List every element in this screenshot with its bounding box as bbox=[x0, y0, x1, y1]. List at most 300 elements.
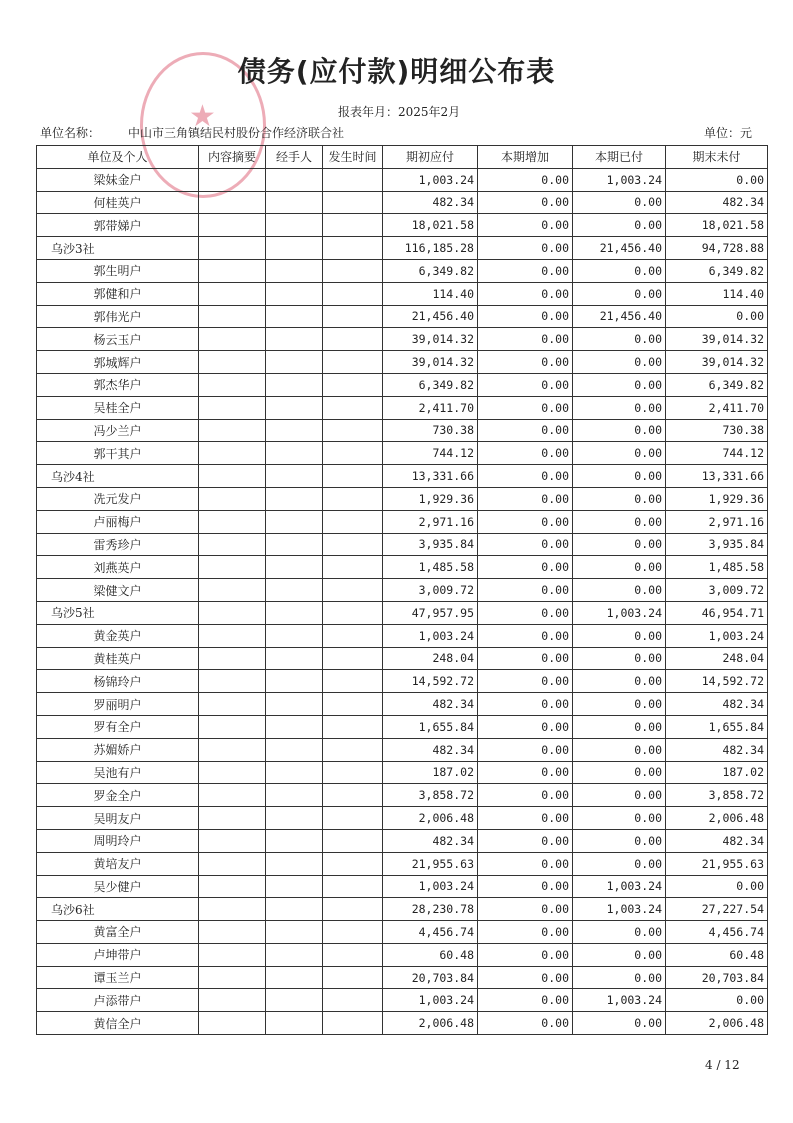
payee-name: 罗有全户 bbox=[37, 715, 199, 738]
opening-amount: 20,703.84 bbox=[383, 966, 478, 989]
paid-amount: 0.00 bbox=[573, 579, 666, 602]
handler-cell bbox=[266, 898, 323, 921]
handler-cell bbox=[266, 875, 323, 898]
date-cell bbox=[323, 784, 383, 807]
opening-amount: 1,003.24 bbox=[383, 875, 478, 898]
summary-cell bbox=[199, 807, 266, 830]
opening-amount: 6,349.82 bbox=[383, 373, 478, 396]
increase-amount: 0.00 bbox=[478, 738, 573, 761]
opening-amount: 21,456.40 bbox=[383, 305, 478, 328]
opening-amount: 2,411.70 bbox=[383, 396, 478, 419]
summary-cell bbox=[199, 191, 266, 214]
date-cell bbox=[323, 556, 383, 579]
opening-amount: 13,331.66 bbox=[383, 465, 478, 488]
date-cell bbox=[323, 282, 383, 305]
paid-amount: 0.00 bbox=[573, 487, 666, 510]
paid-amount: 0.00 bbox=[573, 510, 666, 533]
closing-amount: 1,655.84 bbox=[666, 715, 768, 738]
closing-amount: 1,485.58 bbox=[666, 556, 768, 579]
date-cell bbox=[323, 875, 383, 898]
handler-cell bbox=[266, 556, 323, 579]
summary-cell bbox=[199, 966, 266, 989]
opening-amount: 21,955.63 bbox=[383, 852, 478, 875]
closing-amount: 2,971.16 bbox=[666, 510, 768, 533]
table-row bbox=[37, 829, 768, 852]
summary-cell bbox=[199, 328, 266, 351]
increase-amount: 0.00 bbox=[478, 966, 573, 989]
closing-amount: 13,331.66 bbox=[666, 465, 768, 488]
increase-amount: 0.00 bbox=[478, 898, 573, 921]
table-body bbox=[37, 168, 768, 1034]
handler-cell bbox=[266, 738, 323, 761]
date-cell bbox=[323, 442, 383, 465]
increase-amount: 0.00 bbox=[478, 579, 573, 602]
opening-amount: 2,971.16 bbox=[383, 510, 478, 533]
handler-cell bbox=[266, 807, 323, 830]
increase-amount: 0.00 bbox=[478, 943, 573, 966]
date-cell bbox=[323, 237, 383, 260]
summary-cell bbox=[199, 305, 266, 328]
opening-amount: 4,456.74 bbox=[383, 921, 478, 944]
summary-cell bbox=[199, 465, 266, 488]
paid-amount: 21,456.40 bbox=[573, 237, 666, 260]
closing-amount: 1,929.36 bbox=[666, 487, 768, 510]
opening-amount: 187.02 bbox=[383, 761, 478, 784]
table-row bbox=[37, 875, 768, 898]
paid-amount: 0.00 bbox=[573, 396, 666, 419]
closing-amount: 2,006.48 bbox=[666, 1012, 768, 1035]
table-row bbox=[37, 259, 768, 282]
handler-cell bbox=[266, 373, 323, 396]
paid-amount: 0.00 bbox=[573, 943, 666, 966]
table-row bbox=[37, 579, 768, 602]
closing-amount: 2,411.70 bbox=[666, 396, 768, 419]
handler-cell bbox=[266, 784, 323, 807]
table-row bbox=[37, 214, 768, 237]
increase-amount: 0.00 bbox=[478, 282, 573, 305]
date-cell bbox=[323, 601, 383, 624]
payee-name: 黄培友户 bbox=[37, 852, 199, 875]
table-row bbox=[37, 670, 768, 693]
payee-name: 周明玲户 bbox=[37, 829, 199, 852]
summary-cell bbox=[199, 579, 266, 602]
summary-cell bbox=[199, 670, 266, 693]
handler-cell bbox=[266, 259, 323, 282]
opening-amount: 1,003.24 bbox=[383, 624, 478, 647]
paid-amount: 1,003.24 bbox=[573, 168, 666, 191]
payee-name: 乌沙5社 bbox=[37, 601, 199, 624]
closing-amount: 3,935.84 bbox=[666, 533, 768, 556]
summary-cell bbox=[199, 875, 266, 898]
paid-amount: 0.00 bbox=[573, 282, 666, 305]
paid-amount: 0.00 bbox=[573, 624, 666, 647]
handler-cell bbox=[266, 396, 323, 419]
increase-amount: 0.00 bbox=[478, 693, 573, 716]
unit-name-value: 中山市三角镇结民村股份合作经济联合社 bbox=[128, 126, 345, 140]
increase-amount: 0.00 bbox=[478, 875, 573, 898]
table-row bbox=[37, 419, 768, 442]
opening-amount: 482.34 bbox=[383, 191, 478, 214]
table-row bbox=[37, 943, 768, 966]
increase-amount: 0.00 bbox=[478, 442, 573, 465]
summary-cell bbox=[199, 237, 266, 260]
summary-cell bbox=[199, 829, 266, 852]
table-row bbox=[37, 556, 768, 579]
seal-star-icon: ★ bbox=[189, 99, 216, 134]
paid-amount: 0.00 bbox=[573, 373, 666, 396]
increase-amount: 0.00 bbox=[478, 510, 573, 533]
summary-cell bbox=[199, 442, 266, 465]
debt-detail-table bbox=[36, 145, 768, 1035]
opening-amount: 1,655.84 bbox=[383, 715, 478, 738]
date-cell bbox=[323, 943, 383, 966]
increase-amount: 0.00 bbox=[478, 168, 573, 191]
date-cell bbox=[323, 510, 383, 533]
paid-amount: 0.00 bbox=[573, 693, 666, 716]
increase-amount: 0.00 bbox=[478, 601, 573, 624]
date-cell bbox=[323, 738, 383, 761]
date-cell bbox=[323, 829, 383, 852]
increase-amount: 0.00 bbox=[478, 465, 573, 488]
opening-amount: 482.34 bbox=[383, 738, 478, 761]
closing-amount: 27,227.54 bbox=[666, 898, 768, 921]
table-row bbox=[37, 487, 768, 510]
table-row bbox=[37, 510, 768, 533]
summary-cell bbox=[199, 784, 266, 807]
paid-amount: 0.00 bbox=[573, 738, 666, 761]
handler-cell bbox=[266, 328, 323, 351]
closing-amount: 0.00 bbox=[666, 168, 768, 191]
date-cell bbox=[323, 693, 383, 716]
table-row bbox=[37, 168, 768, 191]
paid-amount: 0.00 bbox=[573, 533, 666, 556]
closing-amount: 482.34 bbox=[666, 738, 768, 761]
handler-cell bbox=[266, 282, 323, 305]
paid-amount: 0.00 bbox=[573, 1012, 666, 1035]
paid-amount: 0.00 bbox=[573, 852, 666, 875]
increase-amount: 0.00 bbox=[478, 829, 573, 852]
payee-name: 吴明友户 bbox=[37, 807, 199, 830]
opening-amount: 1,929.36 bbox=[383, 487, 478, 510]
payee-name: 杨锦玲户 bbox=[37, 670, 199, 693]
handler-cell bbox=[266, 214, 323, 237]
payee-name: 何桂英户 bbox=[37, 191, 199, 214]
increase-amount: 0.00 bbox=[478, 670, 573, 693]
unit-name bbox=[40, 124, 344, 141]
page-number: 4 / 12 bbox=[705, 1058, 740, 1072]
handler-cell bbox=[266, 533, 323, 556]
paid-amount: 0.00 bbox=[573, 647, 666, 670]
payee-name: 郭城辉户 bbox=[37, 351, 199, 374]
increase-amount: 0.00 bbox=[478, 761, 573, 784]
paid-amount: 1,003.24 bbox=[573, 989, 666, 1012]
date-cell bbox=[323, 647, 383, 670]
increase-amount: 0.00 bbox=[478, 351, 573, 374]
column-header: 单位及个人 bbox=[37, 146, 199, 169]
summary-cell bbox=[199, 921, 266, 944]
closing-amount: 2,006.48 bbox=[666, 807, 768, 830]
payee-name: 黄信全户 bbox=[37, 1012, 199, 1035]
date-cell bbox=[323, 373, 383, 396]
increase-amount: 0.00 bbox=[478, 852, 573, 875]
summary-cell bbox=[199, 533, 266, 556]
date-cell bbox=[323, 396, 383, 419]
closing-amount: 20,703.84 bbox=[666, 966, 768, 989]
closing-amount: 1,003.24 bbox=[666, 624, 768, 647]
increase-amount: 0.00 bbox=[478, 487, 573, 510]
increase-amount: 0.00 bbox=[478, 214, 573, 237]
handler-cell bbox=[266, 442, 323, 465]
handler-cell bbox=[266, 921, 323, 944]
table-row bbox=[37, 715, 768, 738]
summary-cell bbox=[199, 898, 266, 921]
opening-amount: 28,230.78 bbox=[383, 898, 478, 921]
handler-cell bbox=[266, 715, 323, 738]
handler-cell bbox=[266, 761, 323, 784]
column-header: 内容摘要 bbox=[199, 146, 266, 169]
paid-amount: 0.00 bbox=[573, 921, 666, 944]
closing-amount: 482.34 bbox=[666, 829, 768, 852]
closing-amount: 6,349.82 bbox=[666, 373, 768, 396]
paid-amount: 0.00 bbox=[573, 442, 666, 465]
table-row bbox=[37, 373, 768, 396]
paid-amount: 0.00 bbox=[573, 784, 666, 807]
handler-cell bbox=[266, 465, 323, 488]
summary-cell bbox=[199, 693, 266, 716]
date-cell bbox=[323, 487, 383, 510]
table-row bbox=[37, 966, 768, 989]
table-row bbox=[37, 601, 768, 624]
closing-amount: 248.04 bbox=[666, 647, 768, 670]
closing-amount: 744.12 bbox=[666, 442, 768, 465]
closing-amount: 482.34 bbox=[666, 191, 768, 214]
page-title: 债务(应付款)明细公布表 bbox=[237, 55, 556, 88]
paid-amount: 0.00 bbox=[573, 966, 666, 989]
table-row bbox=[37, 465, 768, 488]
paid-amount: 0.00 bbox=[573, 807, 666, 830]
handler-cell bbox=[266, 419, 323, 442]
summary-cell bbox=[199, 487, 266, 510]
date-cell bbox=[323, 191, 383, 214]
paid-amount: 0.00 bbox=[573, 259, 666, 282]
payee-name: 郭伟光户 bbox=[37, 305, 199, 328]
date-cell bbox=[323, 1012, 383, 1035]
date-cell bbox=[323, 579, 383, 602]
payee-name: 吴少健户 bbox=[37, 875, 199, 898]
paid-amount: 1,003.24 bbox=[573, 601, 666, 624]
paid-amount: 0.00 bbox=[573, 328, 666, 351]
summary-cell bbox=[199, 419, 266, 442]
summary-cell bbox=[199, 510, 266, 533]
opening-amount: 14,592.72 bbox=[383, 670, 478, 693]
date-cell bbox=[323, 533, 383, 556]
table-row bbox=[37, 807, 768, 830]
opening-amount: 114.40 bbox=[383, 282, 478, 305]
payee-name: 卢添带户 bbox=[37, 989, 199, 1012]
paid-amount: 0.00 bbox=[573, 191, 666, 214]
closing-amount: 0.00 bbox=[666, 305, 768, 328]
payee-name: 冼元发户 bbox=[37, 487, 199, 510]
increase-amount: 0.00 bbox=[478, 921, 573, 944]
payee-name: 冯少兰户 bbox=[37, 419, 199, 442]
closing-amount: 18,021.58 bbox=[666, 214, 768, 237]
payee-name: 郭杰华户 bbox=[37, 373, 199, 396]
payee-name: 罗丽明户 bbox=[37, 693, 199, 716]
table-row bbox=[37, 761, 768, 784]
handler-cell bbox=[266, 1012, 323, 1035]
payee-name: 雷秀珍户 bbox=[37, 533, 199, 556]
paid-amount: 0.00 bbox=[573, 351, 666, 374]
opening-amount: 18,021.58 bbox=[383, 214, 478, 237]
date-cell bbox=[323, 921, 383, 944]
payee-name: 乌沙6社 bbox=[37, 898, 199, 921]
closing-amount: 46,954.71 bbox=[666, 601, 768, 624]
handler-cell bbox=[266, 237, 323, 260]
table-row bbox=[37, 191, 768, 214]
opening-amount: 248.04 bbox=[383, 647, 478, 670]
date-cell bbox=[323, 168, 383, 191]
paid-amount: 0.00 bbox=[573, 556, 666, 579]
payee-name: 黄桂英户 bbox=[37, 647, 199, 670]
date-cell bbox=[323, 761, 383, 784]
closing-amount: 6,349.82 bbox=[666, 259, 768, 282]
summary-cell bbox=[199, 396, 266, 419]
date-cell bbox=[323, 259, 383, 282]
summary-cell bbox=[199, 168, 266, 191]
opening-amount: 3,935.84 bbox=[383, 533, 478, 556]
increase-amount: 0.00 bbox=[478, 328, 573, 351]
payee-name: 刘燕英户 bbox=[37, 556, 199, 579]
column-header: 本期已付 bbox=[573, 146, 666, 169]
increase-amount: 0.00 bbox=[478, 373, 573, 396]
table-row bbox=[37, 533, 768, 556]
column-header: 发生时间 bbox=[323, 146, 383, 169]
table-row bbox=[37, 921, 768, 944]
closing-amount: 3,009.72 bbox=[666, 579, 768, 602]
increase-amount: 0.00 bbox=[478, 647, 573, 670]
payee-name: 谭玉兰户 bbox=[37, 966, 199, 989]
opening-amount: 482.34 bbox=[383, 829, 478, 852]
increase-amount: 0.00 bbox=[478, 259, 573, 282]
handler-cell bbox=[266, 966, 323, 989]
closing-amount: 4,456.74 bbox=[666, 921, 768, 944]
summary-cell bbox=[199, 852, 266, 875]
paid-amount: 0.00 bbox=[573, 829, 666, 852]
payee-name: 卢丽梅户 bbox=[37, 510, 199, 533]
summary-cell bbox=[199, 556, 266, 579]
table-row bbox=[37, 898, 768, 921]
table-row bbox=[37, 442, 768, 465]
closing-amount: 0.00 bbox=[666, 875, 768, 898]
paid-amount: 1,003.24 bbox=[573, 898, 666, 921]
closing-amount: 482.34 bbox=[666, 693, 768, 716]
column-header: 期初应付 bbox=[383, 146, 478, 169]
payee-name: 乌沙3社 bbox=[37, 237, 199, 260]
opening-amount: 1,485.58 bbox=[383, 556, 478, 579]
date-cell bbox=[323, 989, 383, 1012]
handler-cell bbox=[266, 670, 323, 693]
closing-amount: 114.40 bbox=[666, 282, 768, 305]
payee-name: 郭干其户 bbox=[37, 442, 199, 465]
increase-amount: 0.00 bbox=[478, 807, 573, 830]
handler-cell bbox=[266, 510, 323, 533]
summary-cell bbox=[199, 282, 266, 305]
summary-cell bbox=[199, 601, 266, 624]
payee-name: 卢坤带户 bbox=[37, 943, 199, 966]
increase-amount: 0.00 bbox=[478, 419, 573, 442]
increase-amount: 0.00 bbox=[478, 305, 573, 328]
date-cell bbox=[323, 214, 383, 237]
opening-amount: 482.34 bbox=[383, 693, 478, 716]
opening-amount: 116,185.28 bbox=[383, 237, 478, 260]
table-row bbox=[37, 237, 768, 260]
handler-cell bbox=[266, 351, 323, 374]
date-cell bbox=[323, 807, 383, 830]
table-row bbox=[37, 624, 768, 647]
table-row bbox=[37, 989, 768, 1012]
date-cell bbox=[323, 898, 383, 921]
summary-cell bbox=[199, 647, 266, 670]
payee-name: 乌沙4社 bbox=[37, 465, 199, 488]
closing-amount: 39,014.32 bbox=[666, 328, 768, 351]
handler-cell bbox=[266, 624, 323, 647]
column-header: 期末未付 bbox=[666, 146, 768, 169]
date-cell bbox=[323, 351, 383, 374]
paid-amount: 0.00 bbox=[573, 761, 666, 784]
increase-amount: 0.00 bbox=[478, 1012, 573, 1035]
handler-cell bbox=[266, 487, 323, 510]
payee-name: 梁妹金户 bbox=[37, 168, 199, 191]
handler-cell bbox=[266, 829, 323, 852]
opening-amount: 744.12 bbox=[383, 442, 478, 465]
table-row bbox=[37, 647, 768, 670]
payee-name: 罗金全户 bbox=[37, 784, 199, 807]
table-row bbox=[37, 852, 768, 875]
summary-cell bbox=[199, 373, 266, 396]
opening-amount: 2,006.48 bbox=[383, 807, 478, 830]
payee-name: 吴池有户 bbox=[37, 761, 199, 784]
paid-amount: 1,003.24 bbox=[573, 875, 666, 898]
increase-amount: 0.00 bbox=[478, 624, 573, 647]
paid-amount: 21,456.40 bbox=[573, 305, 666, 328]
date-cell bbox=[323, 465, 383, 488]
date-cell bbox=[323, 624, 383, 647]
report-period: 报表年月：2025年2月 bbox=[338, 105, 461, 119]
handler-cell bbox=[266, 168, 323, 191]
increase-amount: 0.00 bbox=[478, 191, 573, 214]
table-row bbox=[37, 784, 768, 807]
opening-amount: 2,006.48 bbox=[383, 1012, 478, 1035]
handler-cell bbox=[266, 579, 323, 602]
increase-amount: 0.00 bbox=[478, 556, 573, 579]
increase-amount: 0.00 bbox=[478, 533, 573, 556]
payee-name: 梁健文户 bbox=[37, 579, 199, 602]
payee-name: 郭生明户 bbox=[37, 259, 199, 282]
handler-cell bbox=[266, 693, 323, 716]
summary-cell bbox=[199, 943, 266, 966]
summary-cell bbox=[199, 351, 266, 374]
opening-amount: 1,003.24 bbox=[383, 168, 478, 191]
closing-amount: 94,728.88 bbox=[666, 237, 768, 260]
paid-amount: 0.00 bbox=[573, 419, 666, 442]
unit-name-label: 单位名称： bbox=[40, 126, 101, 140]
table-row bbox=[37, 1012, 768, 1035]
paid-amount: 0.00 bbox=[573, 715, 666, 738]
closing-amount: 3,858.72 bbox=[666, 784, 768, 807]
table-row bbox=[37, 328, 768, 351]
increase-amount: 0.00 bbox=[478, 396, 573, 419]
increase-amount: 0.00 bbox=[478, 237, 573, 260]
